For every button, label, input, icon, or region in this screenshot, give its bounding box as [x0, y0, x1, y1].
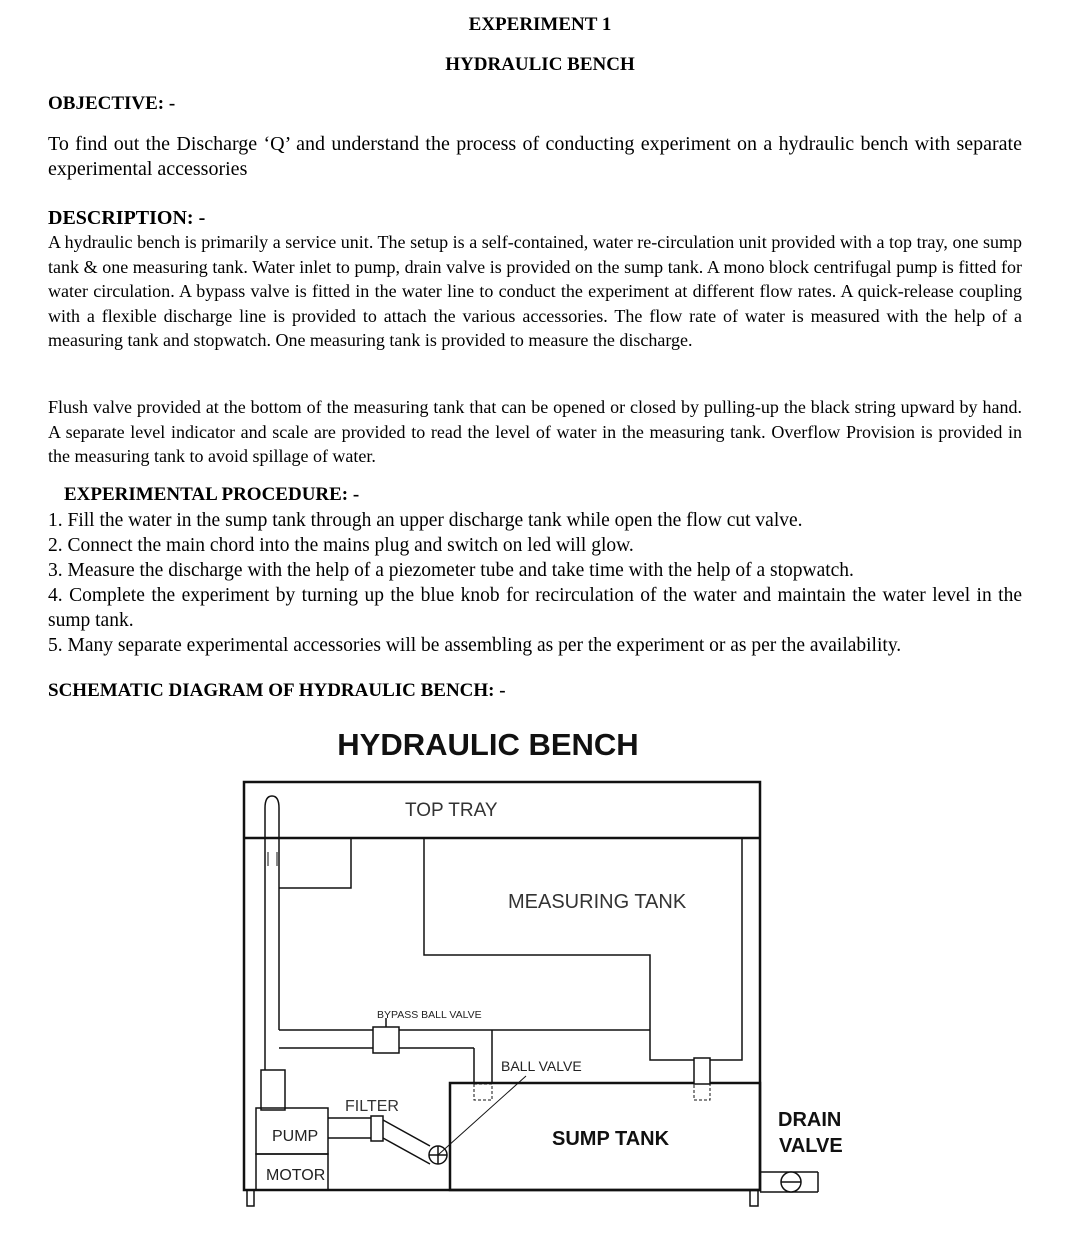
objective-text: To find out the Discharge ‘Q’ and understand the process of conducting experiment on a hydraulic bench with separate experimental accessories: [48, 133, 1022, 180]
experiment-title: EXPERIMENT 1: [468, 14, 612, 35]
pipe-box: [279, 838, 351, 888]
description-paragraph-2: Flush valve provided at the bottom of the measuring tank that can be opened or closed by pulling-up the black string upward by hand. A separate level indicator and scale are provided to read the level of water in the measuring tank. Overflow Provision is provided in the measuring tank to avoid spillage of water.: [48, 397, 1022, 466]
bypass-valve-body: [373, 1027, 399, 1053]
top-tray-label: TOP TRAY: [405, 800, 498, 821]
ball-valve-label: BALL VALVE: [501, 1058, 582, 1074]
procedure-heading: EXPERIMENTAL PROCEDURE: -: [64, 484, 360, 505]
bench-leg-right: [750, 1190, 758, 1206]
description-paragraph-1: A hydraulic bench is primarily a service unit. The setup is a self-contained, water re-circulation unit provided with a top tray, one sump tank & one measuring tank. Water inlet to pump, drain valve is provided on the sump tank. A mono block centrifugal pump is fitted for water circulation. A bypass valve is fitted in the water line to conduct the experiment at different flow rates. A quick-release coupling with a flexible discharge line is provided to attach the various accessories. The flow rate of water is measured with the help of a measuring tank and stopwatch. One measuring tank is provided to measure the discharge.: [48, 232, 1022, 350]
measuring-tank-outline: [424, 838, 742, 1060]
sump-tank-label: SUMP TANK: [552, 1128, 670, 1150]
procedure-step-5: 5. Many separate experimental accessories will be assembling as per the experiment or as per the availability.: [48, 635, 902, 656]
procedure-step-2: 2. Connect the main chord into the mains plug and switch on led will glow.: [48, 535, 634, 556]
measuring-tank-outlet: [694, 1058, 710, 1084]
procedure-step-1: 1. Fill the water in the sump tank through an upper discharge tank while open the flow cut valve.: [48, 510, 803, 531]
pump-housing: [261, 1070, 285, 1110]
pump-label: PUMP: [272, 1128, 319, 1145]
filter-body: [371, 1116, 383, 1141]
motor-label: MOTOR: [266, 1167, 326, 1184]
objective-heading: OBJECTIVE: -: [48, 93, 176, 114]
diagram-title: HYDRAULIC BENCH: [337, 727, 639, 762]
experiment-subtitle: HYDRAULIC BENCH: [445, 54, 635, 75]
procedure-step-3: 3. Measure the discharge with the help of a piezometer tube and take time with the help of a stopwatch.: [48, 560, 854, 581]
drain-label: DRAIN: [778, 1109, 842, 1131]
measuring-tank-label: MEASURING TANK: [508, 891, 687, 913]
bench-leg-left: [247, 1190, 254, 1206]
valve-label: VALVE: [779, 1135, 843, 1157]
filter-label: FILTER: [345, 1098, 399, 1115]
schematic-heading: SCHEMATIC DIAGRAM OF HYDRAULIC BENCH: -: [48, 680, 506, 701]
bench-frame: [244, 782, 760, 1190]
bypass-ball-valve-label: BYPASS BALL VALVE: [377, 1009, 482, 1021]
description-heading: DESCRIPTION: -: [48, 207, 206, 229]
procedure-step-4: 4. Complete the experiment by turning up the blue knob for recirculation of the water and maintain the water level in the sump tank.: [48, 585, 1022, 631]
